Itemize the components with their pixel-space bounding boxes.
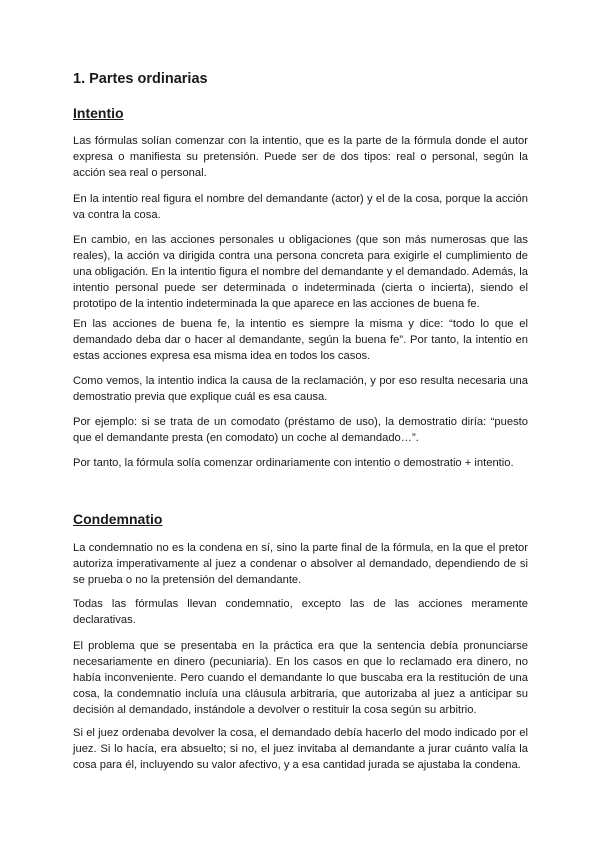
condemnatio-paragraph-1: La condemnatio no es la condena en sí, sino la parte final de la fórmula, en la que el pretor autoriza imperativamente al juez a condenar o absolver al demandado, dependiendo de si se prueba o no la pretensión del demandante.	[73, 542, 528, 586]
section-title: 1. Partes ordinarias	[73, 71, 208, 87]
intentio-paragraph-4: En las acciones de buena fe, la intentio es siempre la misma y dice: “todo lo que el demandado deba dar o hacer al demandante, según la buena fe”. Por tanto, la intentio en estas acciones expresa esa misma idea en todos los casos.	[73, 318, 528, 362]
condemnatio-paragraph-3: El problema que se presentaba en la práctica era que la sentencia debía pronunciarse necesariamente en dinero (pecuniaria). En los casos en que lo reclamado era dinero, no había inconveniente. Pero cuando el demandante lo que buscaba era la restitución de una cosa, la condemnatio incluía una cláusula arbitraria, que autorizaba al juez a anticipar su decisión al demandado, instándole a devolver o restituir la cosa según su arbitrio.	[73, 640, 528, 716]
condemnatio-paragraph-2: Todas las fórmulas llevan condemnatio, excepto las de las acciones meramente declarativas.	[73, 598, 528, 626]
intentio-paragraph-6: Por ejemplo: si se trata de un comodato (préstamo de uso), la demostratio diría: “puesto que el demandante presta (en comodato) un coche al demandado…”.	[73, 416, 528, 444]
heading-condemnatio: Condemnatio	[73, 511, 163, 527]
intentio-paragraph-3: En cambio, en las acciones personales u obligaciones (que son más numerosas que las reales), la acción va dirigida contra una persona concreta para exigirle el cumplimiento de una obligación. En la intentio figura el nombre del demandante y el demandado. Además, la intentio personal puede ser determinada o indeterminada (cierta o incierta), siendo el prototipo de la intentio indeterminada la que aparece en las acciones de buena fe.	[73, 234, 528, 310]
intentio-paragraph-1: Las fórmulas solían comenzar con la intentio, que es la parte de la fórmula donde el autor expresa o manifiesta su pretensión. Puede ser de dos tipos: real o personal, según la acción sea real o personal.	[73, 135, 528, 179]
intentio-paragraph-5: Como vemos, la intentio indica la causa de la reclamación, y por eso resulta necesaria una demostratio previa que explique cuál es esa causa.	[73, 375, 528, 403]
intentio-paragraph-2: En la intentio real figura el nombre del demandante (actor) y el de la cosa, porque la acción va contra la cosa.	[73, 193, 528, 221]
heading-intentio: Intentio	[73, 105, 124, 121]
intentio-paragraph-7: Por tanto, la fórmula solía comenzar ordinariamente con intentio o demostratio + intentio.	[73, 457, 514, 469]
condemnatio-paragraph-4: Si el juez ordenaba devolver la cosa, el demandado debía hacerlo del modo indicado por el juez. Si lo hacía, era absuelto; si no, el juez invitaba al demandante a jurar cuánto valía la cosa para él, incluyendo su valor afectivo, y a esa cantidad jurada se ajustaba la condena.	[73, 727, 528, 771]
